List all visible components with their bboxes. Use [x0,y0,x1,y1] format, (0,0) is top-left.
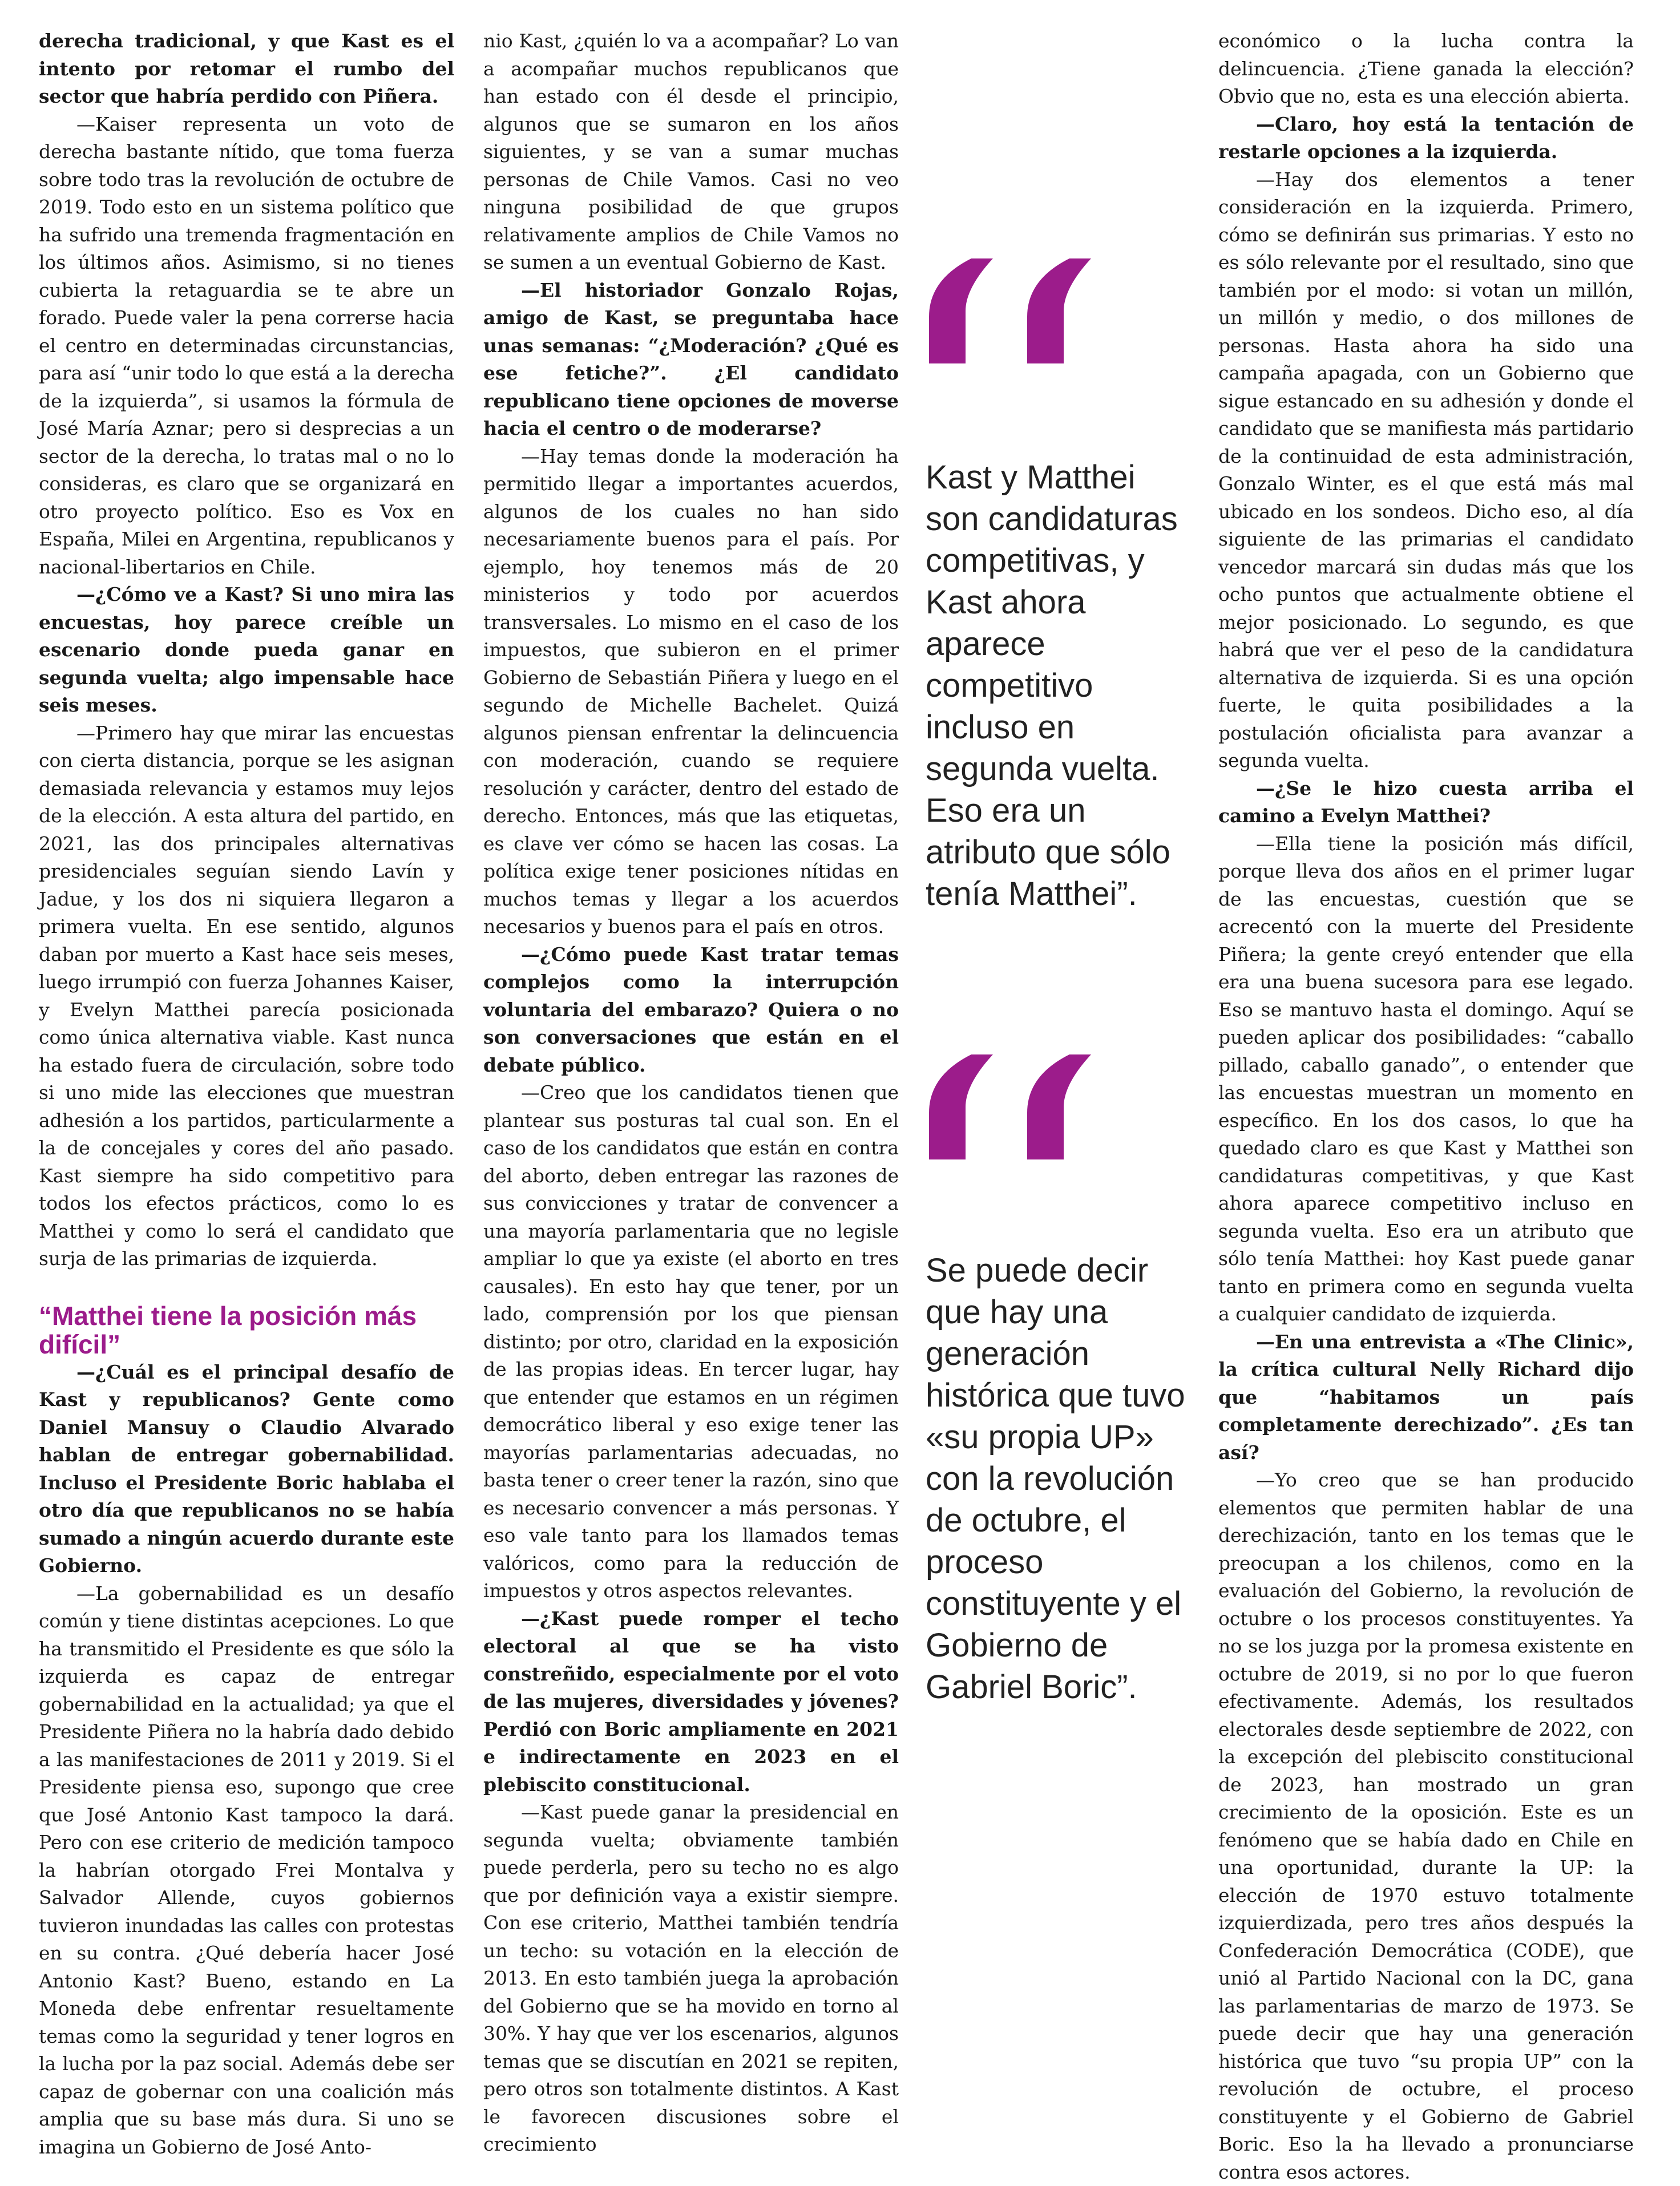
article-paragraph: derecha tradicional, y que Kast es el intento por retomar el rumbo del sector que habría perdido con Piñera. [39,30,454,107]
answer-paragraph: —Yo creo que se han producido elementos que permiten hablar de una derechización, tanto en los temas que le preocupan a los chilenos, como en la evaluación del Gobierno, la revolución de octubre o los procesos constituyentes. Ya no se los juzga por la promesa existente en octubre de 2019, si no por lo que fueron efectivamente. Además, los resultados electorales desde septiembre de 2022, con la excepción del plebiscito constitucional de 2023, han mostrado un gran crecimiento de la oposición. Este es un fenómeno que se había dado en Chile en una oportunidad, durante la UP: la elección de 1970 estuvo totalmente izquierdizada, pero tres años después la Confederación Democrática (CODE), que unió al Partido Nacional con la DC, gana las parlamentarias de marzo de 1973. Se puede decir que hay una generación histórica que tuvo “su propia UP” con la revolución de octubre, el proceso constituyente y el Gobierno de Gabriel Boric. Eso la ha llevado a pronunciarse contra esos actores. [1218,1469,1634,2183]
interview-question: —El historiador Gonzalo Rojas, amigo de Kast, se preguntaba hace unas semanas: “¿Moderación? ¿Qué es ese fetiche?”. ¿El candidato republicano tiene opciones de moverse hacia el centro o de moderarse? [483,278,899,439]
answer-paragraph: —Ella tiene la posición más difícil, porque lleva dos años en el primer lugar de las encuestas, cuestión que se acrecentó con la muerte del Presidente Piñera; la gente creyó entender que ella era una buena sucesora para ese legado. Eso se mantuvo hasta el domingo. Aquí se pueden aplicar dos posibilidades: “caballo pillado, caballo ganado”, o entender que las encuestas muestran un momento en específico. En los dos casos, lo que ha quedado claro es que Kast y Matthei son candidaturas competitivas, y que Kast ahora aparece competitivo incluso en segunda vuelta. Eso era un atributo que sólo tenía Matthei: hoy Kast puede ganar tanto en primera como en segunda vuelta a cualquier candidato de izquierda. [1218,832,1634,1325]
answer-paragraph: —La gobernabilidad es un desafío común y tiene distintas acepciones. Lo que ha transmitido el Presidente es que sólo la izquierda es capaz de entregar gobernabilidad en la actualidad; ya que el Presidente Piñera no la habría dado debido a las manifestaciones de 2011 y 2019. Si el Presidente piensa eso, supongo que cree que José Antonio Kast tampoco la dará. Pero con ese criterio de medición tampoco la habrían otorgado Frei Montalva y Salvador Allende, cuyos gobiernos tuvieron inundadas las calles con protestas en su contra. ¿Qué debería hacer José Antonio Kast? Bueno, estando en La Moneda debe enfrentar resueltamente temas como la seguridad y tener logros en la lucha por la paz social. Además debe ser capaz de gobernar con una coalición más amplia que su base más dura. Si uno se imagina un Gobierno de José Anto- [39,1582,454,2158]
interview-question: —Claro, hoy está la tentación de restarle opciones a la izquierda. [1218,112,1634,163]
column-1 [39,27,454,2161]
section-subheading: “Matthei tiene la posición más difícil” [39,1300,417,1359]
answer-paragraph: —Hay temas donde la moderación ha permitido llegar a importantes acuerdos, algunos de los cuales no han sido necesariamente buenos para el país. Por ejemplo, hoy tenemos más de 20 ministerios y todo por acuerdos transversales. Lo mismo en el caso de los impuestos, que subieron en el primer Gobierno de Sebastián Piñera y luego en el segundo de Michelle Bachelet. Quizá algunos piensan enfrentar la delincuencia con moderación, cuando se requiere resolución y carácter, dentro del estado de derecho. Entonces, más que las etiquetas, es clave ver cómo se hacen las cosas. La política exige tener posiciones nítidas en muchos temas y llegar a los acuerdos necesarios y buenos para el país en otros. [483,445,899,938]
interview-question: —¿Cómo puede Kast tratar temas complejos como la interrupción voluntaria del embarazo? Quiera o no son conversaciones que están en el debate público. [483,943,899,1076]
interview-question: —En una entrevista a «The Clinic», la crítica cultural Nelly Richard dijo que “habitamos un país completamente derechizado”. ¿Es tan así? [1218,1330,1634,1464]
pull-quote-2: Se puede decir que hay una generación histórica que tuvo «su propia UP» con la revolución de octubre, el proceso constituyente y el Gobierno de Gabriel Boric”. [926,1252,1185,1706]
interview-question: —¿Cómo ve a Kast? Si uno mira las encuestas, hoy parece creíble un escenario donde pueda ganar en segunda vuelta; algo impensable hace seis meses. [39,583,454,716]
answer-paragraph: —Primero hay que mirar las encuestas con cierta distancia, porque se les asignan demasiada relevancia y estamos muy lejos de la elección. A esta altura del partido, en 2021, las dos principales alternativas presidenciales seguían siendo Lavín y Jadue, y los dos ni siquiera llegaron a primera vuelta. En ese sentido, algunos daban por muerto a Kast hace seis meses, luego irrumpió con fuerza Johannes Kaiser, y Evelyn Matthei parecía posicionada como única alternativa viable. Kast nunca ha estado fuera de circulación, sobre todo si uno mide las elecciones que muestran adhesión a los partidos, particularmente a la de concejales y cores del año pasado. Kast siempre ha sido competitivo para todos los efectos prácticos, como lo es Matthei y como lo será el candidato que surja de las primarias de izquierda. [39,721,454,1270]
interview-question: —¿Kast puede romper el techo electoral al que se ha visto constreñido, especialmente por el voto de las mujeres, diversidades y jóvenes? Perdió con Boric ampliamente en 2021 e indirectamente en 2023 en el plebiscito constitucional. [483,1607,899,1796]
article-paragraph: nio Kast, ¿quién lo va a acompañar? Lo van a acompañar muchos republicanos que han estado con él desde el principio, algunos que se sumaron en los años siguientes, y se van a sumar muchas personas de Chile Vamos. Casi no veo ninguna posibilidad de que grupos relativamente amplios de Chile Vamos no se sumen a un eventual Gobierno de Kast. [483,30,899,273]
column-2 [483,27,899,2159]
pull-quote-1: Kast y Matthei son candidaturas competitivas, y Kast ahora aparece competitivo incluso en segunda vuelta. Eso era un atributo que sólo tenía Matthei”. [926,459,1178,912]
pull-quote-column [926,0,1193,2059]
article-paragraph: económico o la lucha contra la delincuencia. ¿Tiene ganada la elección? Obvio que no, esta es una elección abierta. [1218,30,1634,107]
answer-paragraph: —Creo que los candidatos tienen que plantear sus posturas tal cual son. En el caso de los candidatos que están en contra del aborto, deben entregar las razones de sus convicciones y tratar de convencer a una mayoría parlamentaria que no legisle ampliar lo que ya existe (el aborto en tres causales). En esto hay que tener, por un lado, comprensión por los que piensan distinto; por otro, claridad en la exposición de las propias ideas. En tercer lugar, hay que entender que estamos en un régimen democrático liberal y eso exige tener las mayorías parlamentarias adecuadas, no basta tener o creer tener la razón, sino que es necesario convencer a más personas. Y eso vale tanto para los llamados temas valóricos, como para la reducción de impuestos y otros aspectos relevantes. [483,1081,899,1602]
answer-paragraph: —Kast puede ganar la presidencial en segunda vuelta; obviamente también puede perderla, pero su techo no es algo que por definición vaya a existir siempre. Con ese criterio, Matthei también tendría un techo: su votación en la elección de 2013. En esto también juega la aprobación del Gobierno que se ha movido en torno al 30%. Y hay que ver los escenarios, algunos temas que se discutían en 2021 se repiten, pero otros son totalmente distintos. A Kast le favorecen discusiones sobre el crecimiento [483,1801,899,2155]
answer-paragraph: —Hay dos elementos a tener consideración en la izquierda. Primero, cómo se definirán sus primarias. Y esto no es sólo relevante por el resultado, sino que también por el modo: si votan un millón, un millón y medio, o dos millones de personas. Hasta ahora ha sido una campaña apagada, con un Gobierno que sigue estancado en su adhesión y donde el candidato que se manifiesta más partidario de la continuidad de esta administración, Gonzalo Winter, es el que está más mal ubicado en los sondeos. Dicho eso, al día siguiente de las primarias el candidato vencedor marcará sin dudas más que los ocho puntos que actualmente obtiene el mejor posicionado. Lo segundo, es que habrá que ver el peso de la candidatura alternativa de izquierda. Si es una opción fuerte, le quita posibilidades a la postulación oficialista para avanzar a segunda vuelta. [1218,168,1634,771]
interview-question: —¿Se le hizo cuesta arriba el camino a Evelyn Matthei? [1218,777,1634,827]
answer-paragraph: —Kaiser representa un voto de derecha bastante nítido, que toma fuerza sobre todo tras la revolución de octubre de 2019. Todo esto en un sistema político que ha sufrido una tremenda fragmentación en los últimos años. Asimismo, si no tienes cubierta la retaguardia se te abre un forado. Puede valer la pena correrse hacia el centro en determinadas circunstancias, para así “unir todo lo que está a la derecha de la izquierda”, si usamos la fórmula de José María Aznar; pero si desprecias a un sector de la derecha, lo tratas mal o no lo consideras, es claro que se organizará en otro proyecto político. Eso es Vox en España, Milei en Argentina, republicanos y nacional-libertarios en Chile. [39,112,454,578]
column-3 [1218,27,1634,2186]
quote-mark-icon [926,254,1120,368]
interview-question: —¿Cuál es el principal desafío de Kast y republicanos? Gente como Daniel Mansuy o Claudio Alvarado hablan de entregar gobernabilidad. Incluso el Presidente Boric hablaba el otro día que republicanos no se había sumado a ningún acuerdo durante este Gobierno. [39,1360,454,1577]
quote-mark-icon [926,1050,1120,1164]
